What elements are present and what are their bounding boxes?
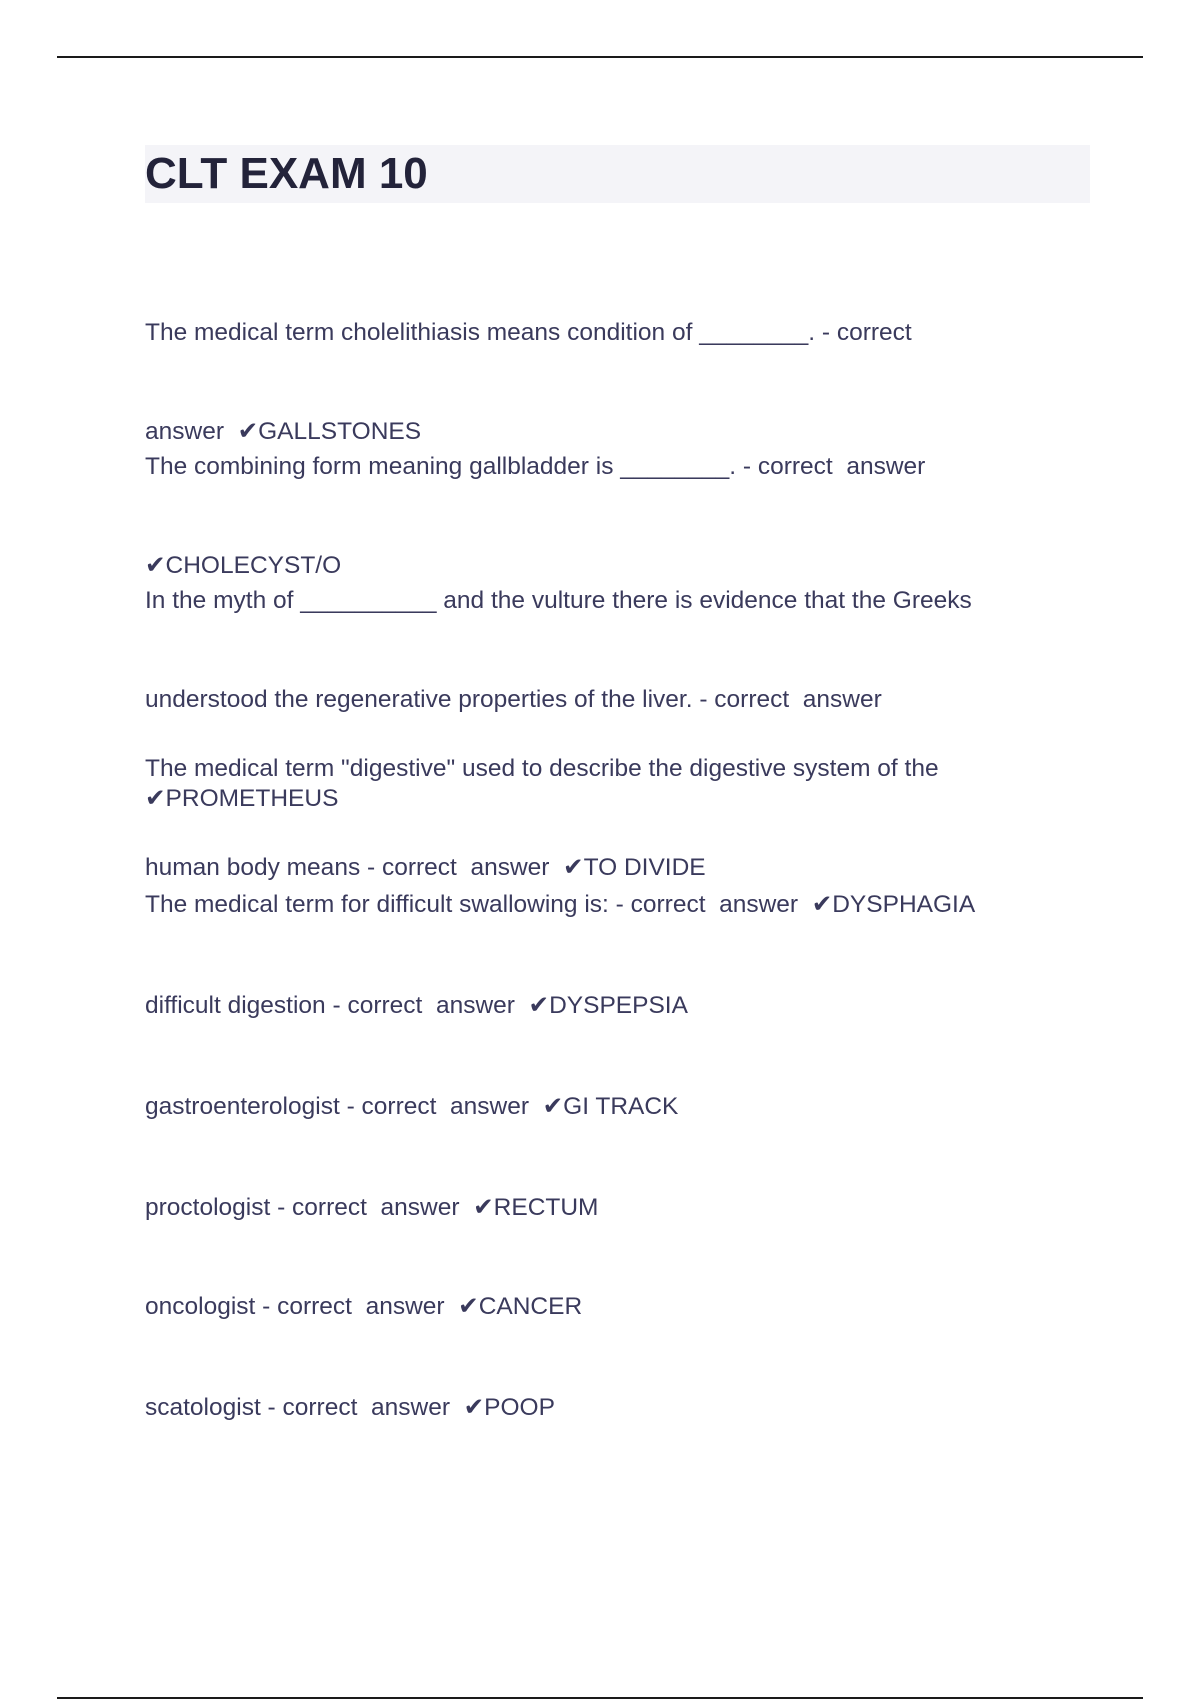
top-rule bbox=[57, 56, 1143, 58]
qa-item-line: proctologist - correct answer ✔RECTUM bbox=[145, 1194, 599, 1221]
qa-item-line: gastroenterologist - correct answer ✔GI TRACK bbox=[145, 1093, 679, 1120]
qa-item-line: The medical term "digestive" used to describe the digestive system of the bbox=[145, 755, 939, 782]
qa-item-line: difficult digestion - correct answer ✔DYSPEPSIA bbox=[145, 992, 688, 1019]
qa-item-line: The medical term for difficult swallowing is: - correct answer ✔DYSPHAGIA bbox=[145, 891, 976, 918]
qa-item-line: ✔PROMETHEUS bbox=[145, 785, 339, 812]
bottom-rule bbox=[57, 1697, 1143, 1699]
qa-item-line: The medical term cholelithiasis means condition of ________. - correct bbox=[145, 319, 912, 346]
qa-item-line: The combining form meaning gallbladder is ________. - correct answer bbox=[145, 453, 926, 480]
title-bar bbox=[145, 145, 1090, 203]
qa-item-10 bbox=[145, 1325, 1090, 1457]
qa-item-line: answer ✔GALLSTONES bbox=[145, 418, 422, 445]
qa-item-line: ✔CHOLECYST/O bbox=[145, 552, 342, 579]
qa-item-line: In the myth of __________ and the vulture there is evidence that the Greeks bbox=[145, 587, 972, 614]
qa-item-line: understood the regenerative properties of the liver. - correct answer bbox=[145, 686, 882, 713]
qa-item-line: oncologist - correct answer ✔CANCER bbox=[145, 1293, 583, 1320]
page-title: CLT EXAM 10 bbox=[145, 149, 428, 198]
qa-item-line: human body means - correct answer ✔TO DIVIDE bbox=[145, 854, 706, 881]
qa-item-line: scatologist - correct answer ✔POOP bbox=[145, 1394, 555, 1421]
